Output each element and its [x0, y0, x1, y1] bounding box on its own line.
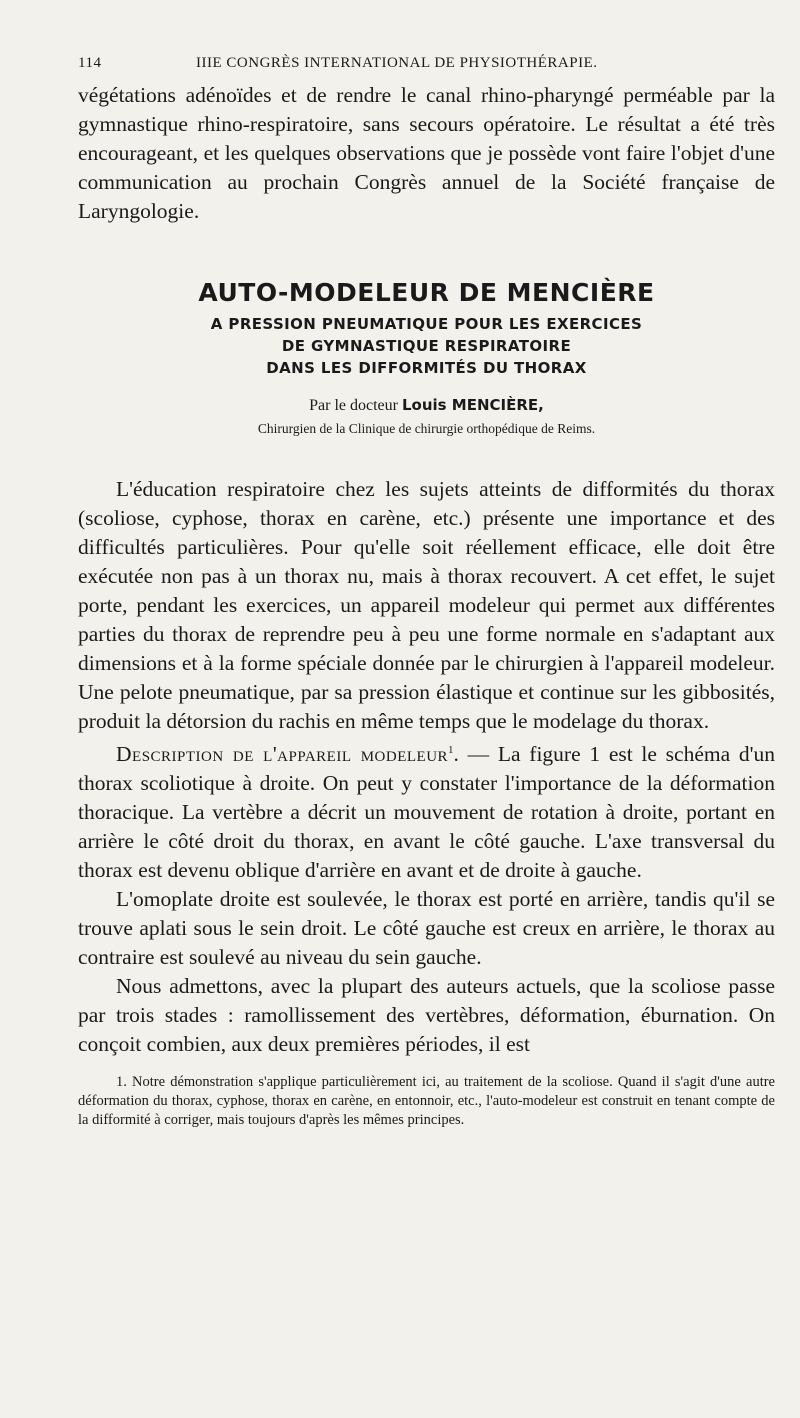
article-title: AUTO-MODELEUR DE MENCIÈRE: [198, 278, 655, 307]
byline-prefix: Par le docteur: [309, 397, 398, 414]
document-page: [78, 55, 775, 1130]
footnote-ref: 1: [448, 744, 454, 756]
subtitle-line: A PRESSION PNEUMATIQUE POUR LES EXERCICES: [210, 315, 643, 333]
subtitle-line: DANS LES DIFFORMITÉS DU THORAX: [266, 359, 587, 377]
footnotes: [78, 1073, 775, 1130]
body-paragraph-2: [78, 736, 775, 885]
author-affiliation: Chirurgien de la Clinique de chirurgie orthopédique de Reims.: [257, 421, 596, 436]
author-name: Louis MENCIÈRE,: [401, 396, 544, 414]
footnote-1: 1. Notre démonstration s'applique particulièrement ici, au traitement de la scoliose. Quand il s'agit d'une autre déformation du thorax, cyphose, thorax en carène, en entonnoir, etc., l'auto-modeleur est construit en tenant compte de la difformité à corriger, mais toujours d'après les mêmes principes.: [78, 1074, 775, 1129]
intro-paragraph: végétations adénoïdes et de rendre le canal rhino-pharyngé perméable par la gymnastique rhino-respiratoire, sans secours opératoire. Le résultat a été très encourageant, et les quelques observations que je possède vont faire l'objet d'une communication au prochain Congrès annuel de la Société française de Laryngologie.: [78, 83, 775, 223]
body-paragraph-3: L'omoplate droite est soulevée, le thorax est porté en arrière, tandis qu'il se trouve aplati sous le sein droit. Le côté gauche est creux en arrière, le thorax au contraire est soulevé au niveau du sein gauche.: [78, 887, 775, 970]
body-paragraph-4: Nous admettons, avec la plupart des auteurs actuels, que la scoliose passe par trois stades : ramollissement des vertèbres, déformation, éburnation. On conçoit combien, aux deux premières périodes, il est: [78, 974, 775, 1057]
subtitle-line: DE GYMNASTIQUE RESPIRATOIRE: [281, 337, 572, 355]
running-title: IIIE CONGRÈS INTERNATIONAL DE PHYSIOTHÉRAPIE.: [196, 55, 598, 71]
paragraph-text: . — La figure 1 est le schéma d'un thorax scoliotique à droite. On peut y constater l'importance de la déformation thoracique. La vertèbre a décrit un mouvement de rotation à droite, portant en arrière le côté droit du thorax, en avant le côté gauche. L'axe transversal du thorax est devenu oblique d'arrière en avant et de droite à gauche.: [78, 742, 775, 883]
section-lead: Description de l'appareil modeleur: [116, 742, 449, 767]
running-header: [78, 55, 775, 81]
article-subtitle: [78, 313, 775, 379]
byline: [78, 396, 775, 415]
page-number: 114: [78, 55, 102, 71]
body-paragraph-1: L'éducation respiratoire chez les sujets atteints de difformités du thorax (scoliose, cyphose, thorax en carène, etc.) présente une importance et des difficultés particulières. Pour qu'elle soit réellement efficace, elle doit être exécutée non pas à un thorax nu, mais à thorax recouvert. A cet effet, le sujet porte, pendant les exercices, un appareil modeleur qui permet aux différentes parties du thorax de reprendre peu à peu une forme normale en s'adaptant aux dimensions et à la forme spéciale donnée par le chirurgien à l'appareil modeleur. Une pelote pneumatique, par sa pression élastique et continue sur les gibbosités, produit la détorsion du rachis en même temps que le modelage du thorax.: [78, 477, 775, 733]
